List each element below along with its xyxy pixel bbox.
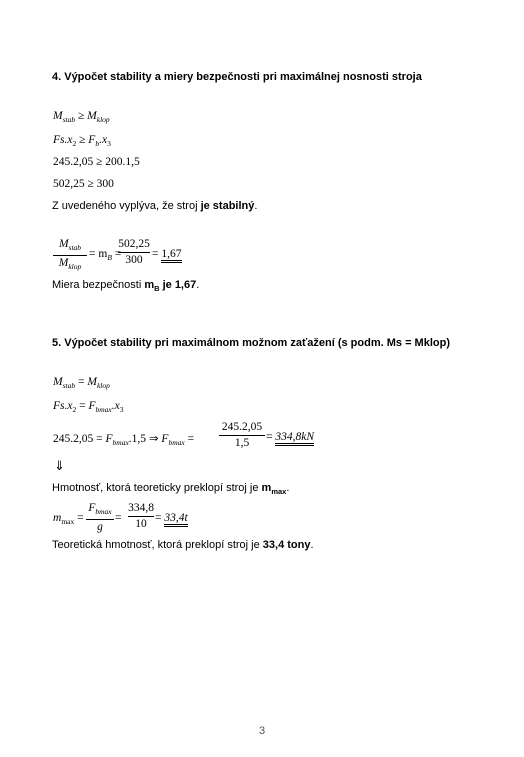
- inequality-result: 502,25 ≥ 300: [53, 178, 114, 190]
- mass-lhs: $m_{max}$ =: [53, 512, 84, 526]
- ratio-result: = 1,67: [152, 248, 182, 260]
- mass-fraction-symbolic: $F_{bmax}$ g: [86, 502, 114, 534]
- inequality-moments: $M_{stab} \ge M_{klop}$: [53, 110, 110, 124]
- fbmax-result: = 334,8kN: [266, 431, 314, 443]
- section-5-heading: 5. Výpočet stability pri maximálnom možnom zaťažení (s podm. Ms = Mklop): [52, 337, 450, 349]
- section-4-heading: 4. Výpočet stability a miery bezpečnosti pri maximálnej nosnosti stroja: [52, 71, 422, 83]
- mass-intro-text: Hmotnosť, ktorá teoreticky preklopí stroj je $m_{max}$.: [52, 482, 290, 496]
- ratio-equals-mb: = $m_B$ =: [89, 248, 122, 262]
- inequality-numeric: 245.2,05 ≥ 200.1,5: [53, 156, 140, 168]
- stability-conclusion: Z uvedeného vyplýva, že stroj je stabilný.: [52, 200, 258, 212]
- mass-fraction-numeric: 334,8 10: [128, 502, 154, 530]
- equation-moments: $M_{stab} = M_{klop}$: [53, 376, 110, 390]
- ratio-fraction-numeric: 502,25 300: [118, 238, 150, 266]
- implication-arrow-icon: ⇓: [54, 458, 65, 473]
- ratio-fraction-moments: $M_{stab}$ $M_{klop}$: [53, 238, 87, 273]
- inequality-forces: $Fs.x_2 \ge F_b.x_3$: [53, 134, 111, 148]
- safety-summary: Miera bezpečnosti $m_B$ je 1,67.: [52, 279, 200, 293]
- equation-forces: $Fs.x_2 = F_{bmax}.x_3$: [53, 400, 124, 414]
- mass-equals: =: [115, 512, 122, 524]
- fbmax-fraction: 245.2,05 1,5: [219, 421, 265, 450]
- page-number: 3: [259, 725, 266, 737]
- mass-conclusion: Teoretická hmotnosť, ktorá preklopí stroj je 33,4 tony.: [52, 539, 314, 551]
- equation-fbmax-left: $245.2,05 = F_{bmax}.1,5$ ⇒ $F_{bmax}$ =: [53, 433, 195, 447]
- mass-result: = 33,4t: [155, 512, 188, 524]
